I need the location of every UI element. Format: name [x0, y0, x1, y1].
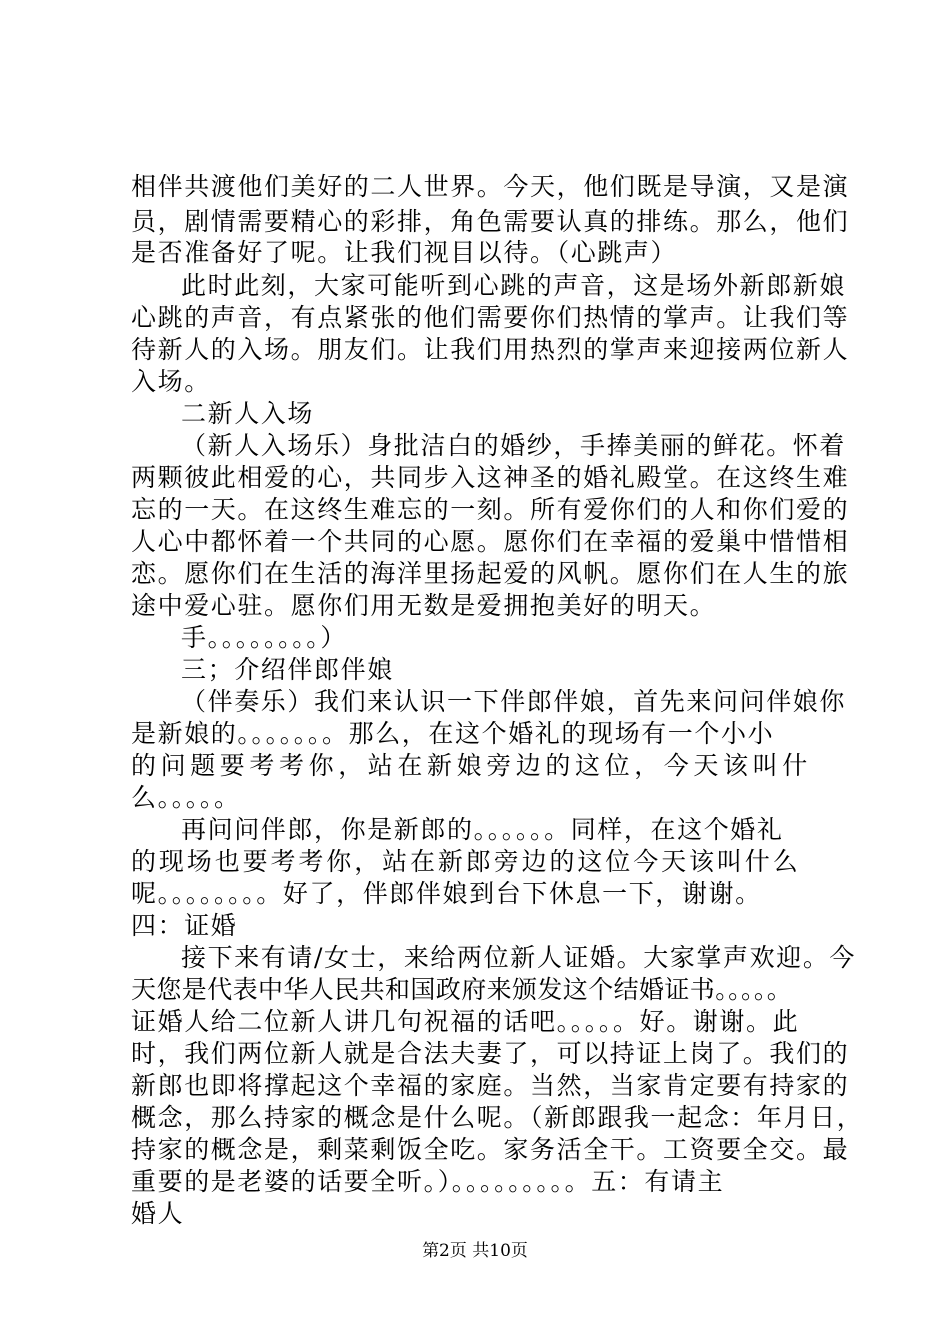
text-line: （伴奏乐）我们来认识一下伴郎伴娘，首先来问问伴娘你 [181, 687, 847, 716]
section-heading: 二新人入场 [181, 399, 315, 428]
text-line: 入场。 [131, 367, 211, 396]
text-line: 证婚人给二位新人讲几句祝福的话吧。。。。。好。谢谢。此 [131, 1007, 800, 1036]
text-line: 新郎也即将撑起这个幸福的家庭。当然，当家肯定要有持家的 [131, 1071, 850, 1100]
text-line: 重要的是老婆的话要全听。）。。。。。。。。。五：有请主 [131, 1167, 725, 1196]
text-line: （新人入场乐）身批洁白的婚纱，手捧美丽的鲜花。怀着 [181, 431, 847, 460]
text-line: 途中爱心驻。愿你们用无数是爱拥抱美好的明天。 [131, 591, 717, 620]
page-number-footer: 第2页 共10页 [422, 1241, 528, 1261]
text-line: 持家的概念是，剩菜剩饭全吃。家务活全干。工资要全交。最 [131, 1135, 850, 1164]
text-line: 人心中都怀着一个共同的心愿。愿你们在幸福的爱巢中惜惜相 [131, 527, 850, 556]
text-line: 员，剧情需要精心的彩排，角色需要认真的排练。那么，他们 [131, 207, 850, 236]
text-line: 相伴共渡他们美好的二人世界。今天，他们既是导演，又是演 [131, 172, 850, 201]
text-line: 天您是代表中华人民共和国政府来颁发这个结婚证书。。。。。 [131, 975, 793, 1004]
section-heading: 四：证婚 [131, 911, 238, 940]
text-line: 呢。。。。。。。。好了，伴郎伴娘到台下休息一下，谢谢。 [131, 879, 762, 908]
text-line: 的现场也要考考你，站在新郎旁边的这位今天该叫什么 [131, 847, 801, 876]
text-line: 是否准备好了呢。让我们视目以待。（心跳声） [131, 238, 678, 267]
text-line: 时，我们两位新人就是合法夫妻了，可以持证上岗了。我们的 [131, 1039, 850, 1068]
text-line: 么。。。。。 [131, 783, 241, 812]
text-line: 两颗彼此相爱的心，共同步入这神圣的婚礼殿堂。在这终生难 [131, 463, 850, 492]
text-line: 忘的一天。在这终生难忘的一刻。所有爱你们的人和你们爱的 [131, 495, 850, 524]
text-line: 此时此刻，大家可能听到心跳的声音，这是场外新郎新娘 [181, 271, 847, 300]
text-line: 是新娘的。。。。。。。那么，在这个婚礼的现场有一个小小 [131, 719, 775, 748]
text-line: 恋。愿你们在生活的海洋里扬起爱的风帆。愿你们在人生的旅 [131, 559, 850, 588]
section-heading: 三；介绍伴郎伴娘 [181, 655, 394, 684]
text-line: 概念，那么持家的概念是什么呢。（新郎跟我一起念：年月日， [131, 1103, 864, 1132]
text-line: 婚人 [131, 1199, 185, 1228]
text-line: 的问题要考考你，站在新娘旁边的这位，今天该叫什 [131, 751, 812, 780]
text-line: 接下来有请/女士，来给两位新人证婚。大家掌声欢迎。今 [181, 943, 857, 972]
text-line: 待新人的入场。朋友们。让我们用热烈的掌声来迎接两位新人 [131, 335, 850, 364]
text-line: 手。。。。。。。。） [181, 623, 348, 652]
text-line: 再问问伴郎，你是新郎的。。。。。。同样，在这个婚礼 [181, 815, 784, 844]
text-line: 心跳的声音，有点紧张的他们需要你们热情的掌声。让我们等 [131, 303, 850, 332]
